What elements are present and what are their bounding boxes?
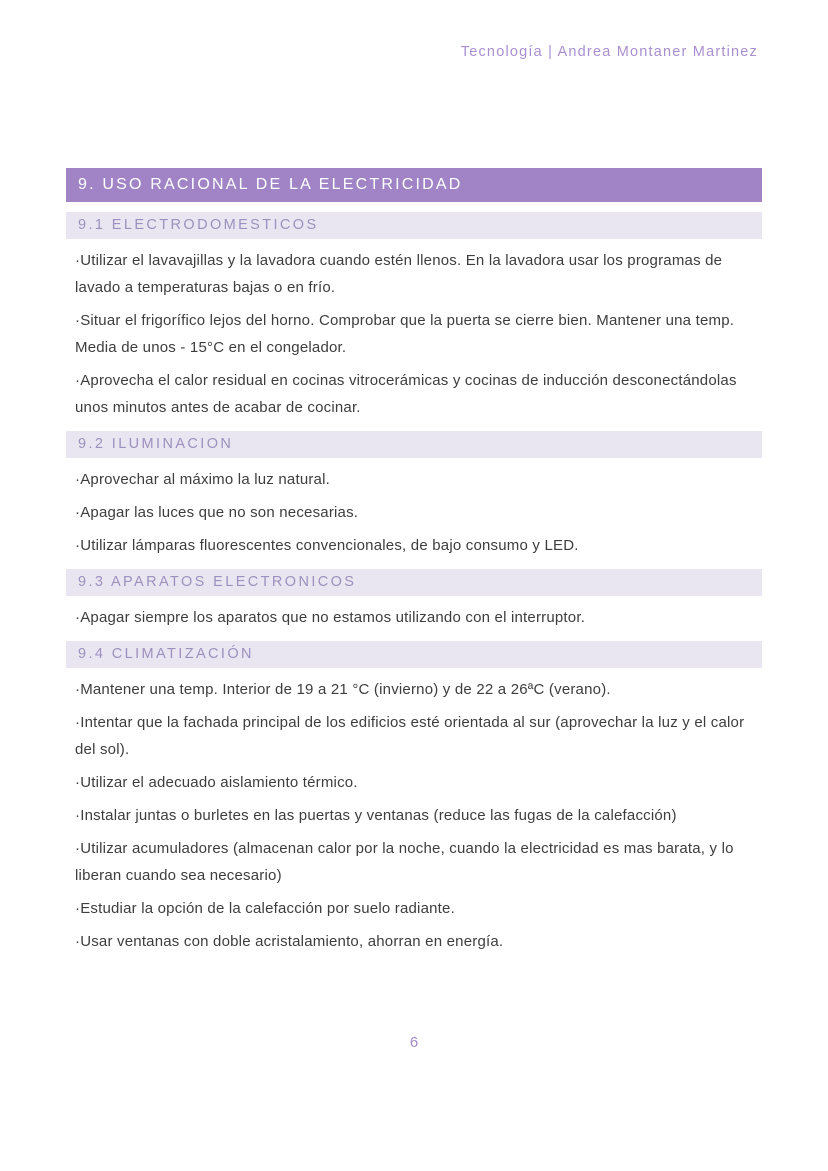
paragraph: ·Utilizar acumuladores (almacenan calor por la noche, cuando la electricidad es mas barata, y lo liberan cuando sea necesario)	[75, 840, 734, 884]
paragraph: ·Estudiar la opción de la calefacción por suelo radiante.	[75, 900, 455, 917]
paragraph: ·Utilizar lámparas fluorescentes convencionales, de bajo consumo y LED.	[75, 537, 579, 554]
section-heading-aparatos-electronicos: 9.3 APARATOS ELECTRONICOS	[66, 569, 762, 596]
section-heading-iluminacion: 9.2 ILUMINACION	[66, 431, 762, 458]
paragraph: ·Apagar las luces que no son necesarias.	[75, 504, 359, 521]
paragraph: ·Apagar siempre los aparatos que no estamos utilizando con el interruptor.	[75, 609, 586, 626]
paragraph: ·Utilizar el adecuado aislamiento térmico.	[75, 774, 358, 791]
document-body	[66, 168, 762, 961]
paragraph: ·Usar ventanas con doble acristalamiento, ahorran en energía.	[75, 933, 504, 950]
document-header: Tecnología | Andrea Montaner Martinez	[460, 44, 758, 60]
main-title: 9. USO RACIONAL DE LA ELECTRICIDAD	[66, 168, 762, 202]
paragraph: ·Aprovechar al máximo la luz natural.	[75, 471, 331, 488]
paragraph: ·Utilizar el lavavajillas y la lavadora cuando estén llenos. En la lavadora usar los programas de lavado a temperaturas bajas o en frío.	[75, 252, 723, 296]
paragraph: ·Mantener una temp. Interior de 19 a 21 °C (invierno) y de 22 a 26ªC (verano).	[75, 681, 611, 698]
section-heading-climatizacion: 9.4 CLIMATIZACIÓN	[66, 641, 762, 668]
section-heading-electrodomesticos: 9.1 ELECTRODOMESTICOS	[66, 212, 762, 239]
paragraph: ·Intentar que la fachada principal de los edificios esté orientada al sur (aprovechar la luz y el calor del sol).	[75, 714, 745, 758]
paragraph: ·Situar el frigorífico lejos del horno. Comprobar que la puerta se cierre bien. Mantener una temp. Media de unos - 15°C en el congelador.	[75, 312, 735, 356]
paragraph: ·Aprovecha el calor residual en cocinas vitrocerámicas y cocinas de inducción desconectándolas unos minutos antes de acabar de cocinar.	[75, 372, 737, 416]
page-number: 6	[409, 1034, 419, 1051]
paragraph: ·Instalar juntas o burletes en las puertas y ventanas (reduce las fugas de la calefacción)	[75, 807, 677, 824]
